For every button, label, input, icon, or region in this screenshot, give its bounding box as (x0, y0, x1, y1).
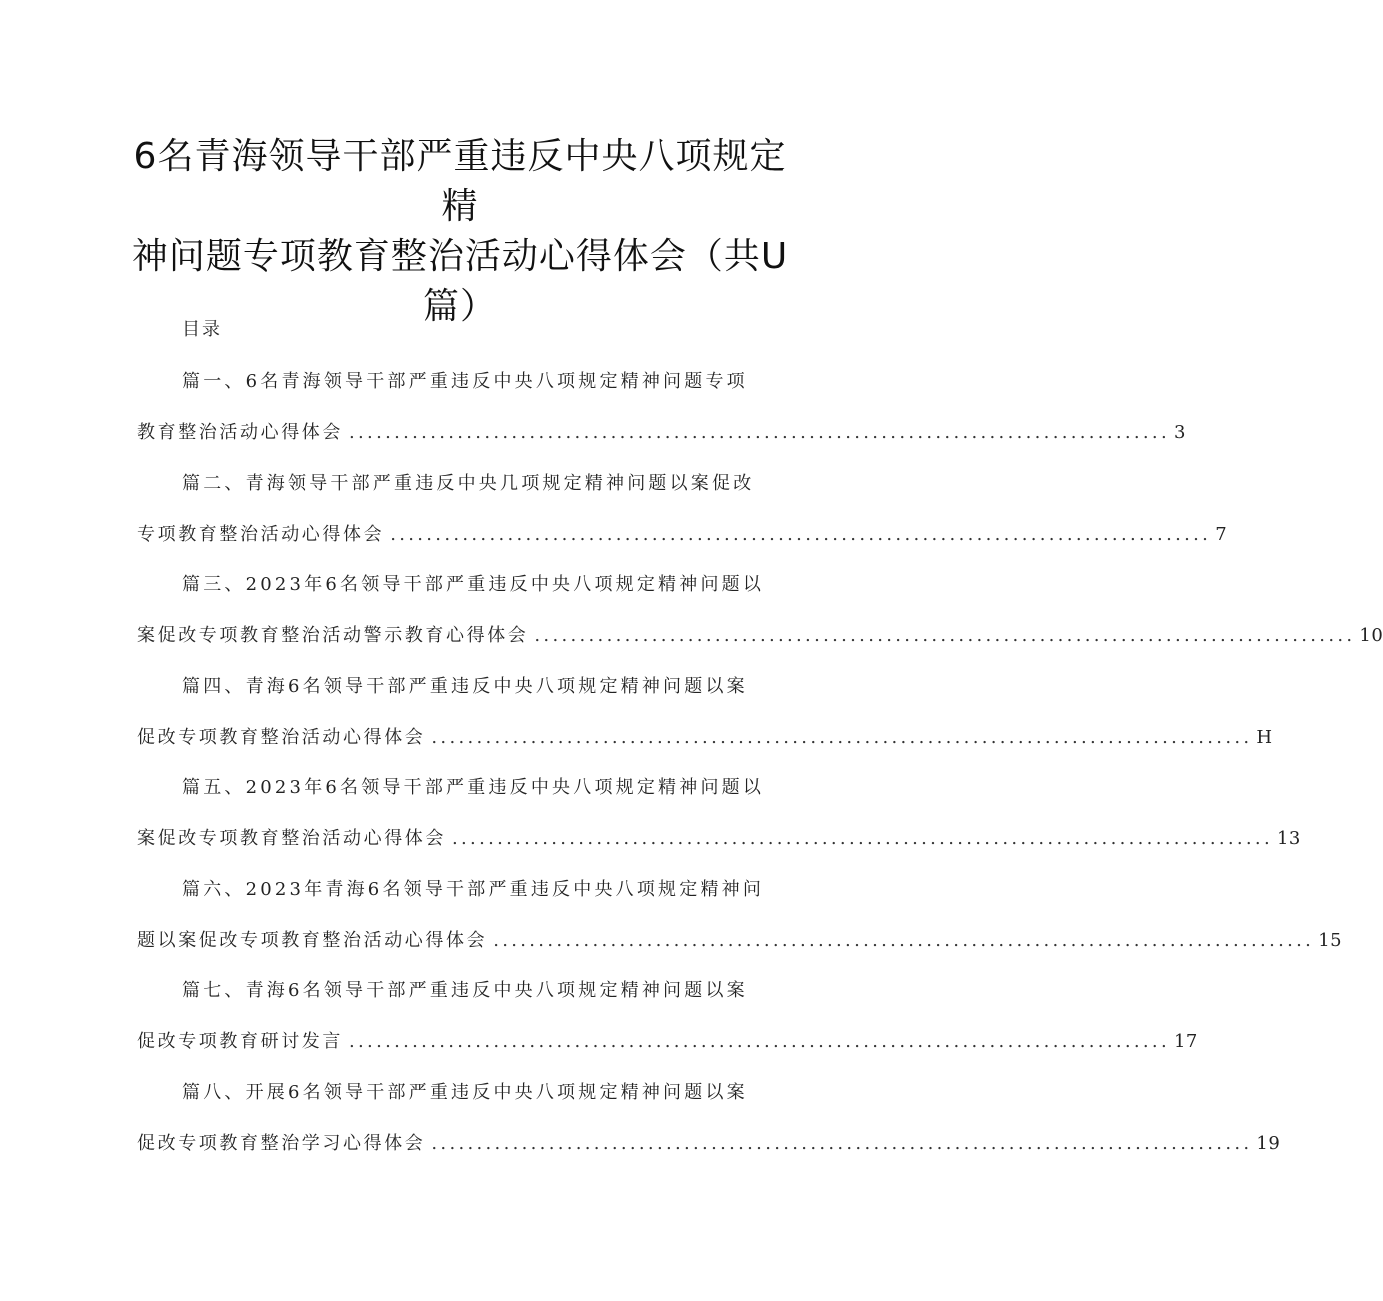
toc-entry-title: 篇七、青海6名领导干部严重违反中央八项规定精神问题以案 (182, 980, 748, 1001)
toc-entry-title: 篇六、2023年青海6名领导干部严重违反中央八项规定精神问 (182, 879, 765, 900)
title-line-3: 篇） (422, 286, 497, 327)
toc-leader-dots: ........................................................................................... (534, 625, 1356, 646)
toc-leader-dots: ........................................................................................... (390, 524, 1212, 545)
toc-entry-title-rest: 促改专项教育研讨发言 (137, 1031, 343, 1052)
toc-page-number: 13 (1276, 828, 1301, 849)
toc-page-number: 17 (1173, 1031, 1198, 1052)
toc-entry-title-rest: 教育整治活动心得体会 (137, 422, 343, 443)
toc-entry-title: 篇一、6名青海领导干部严重违反中央八项规定精神问题专项 (182, 371, 748, 392)
toc-entry-continuation (137, 1132, 1281, 1156)
toc-entry-title-rest: 题以案促改专项教育整治活动心得体会 (137, 930, 488, 951)
toc-entry-continuation (137, 726, 1273, 750)
toc-entry-title: 篇二、青海领导干部严重违反中央几项规定精神问题以案促改 (182, 473, 755, 494)
toc-entry-continuation (137, 827, 1301, 851)
toc-entry-title-rest: 促改专项教育整治活动心得体会 (137, 727, 426, 748)
toc-page-number: 3 (1173, 422, 1186, 443)
toc-page-number: 15 (1318, 930, 1343, 951)
toc-page-number: 19 (1256, 1133, 1281, 1154)
toc-page-number: H (1256, 727, 1273, 748)
toc-entry-continuation (137, 1030, 1198, 1054)
toc-entry-title: 篇四、青海6名领导干部严重违反中央八项规定精神问题以案 (182, 676, 748, 697)
toc-entry-title-rest: 案促改专项教育整治活动警示教育心得体会 (137, 625, 529, 646)
document-title (120, 132, 800, 332)
toc-entry-title: 篇五、2023年6名领导干部严重违反中央八项规定精神问题以 (182, 777, 765, 798)
toc-leader-dots: ........................................................................................... (493, 930, 1315, 951)
toc-entry-continuation (137, 421, 1186, 445)
toc-leader-dots: ........................................................................................... (431, 1133, 1253, 1154)
toc-leader-dots: ........................................................................................... (431, 727, 1253, 748)
toc-leader-dots: ........................................................................................... (452, 828, 1273, 849)
toc-entry-continuation (137, 624, 1383, 648)
toc-entry-title: 篇八、开展6名领导干部严重违反中央八项规定精神问题以案 (182, 1082, 748, 1103)
toc-entry-title-rest: 案促改专项教育整治活动心得体会 (137, 828, 446, 849)
title-line-2: 神问题专项教育整治活动心得体会（共U (131, 236, 789, 277)
toc-entry-title-rest: 专项教育整治活动心得体会 (137, 524, 385, 545)
toc-entry-continuation (137, 523, 1228, 547)
toc-page-number: 10 (1359, 625, 1383, 646)
toc-entry-title: 篇三、2023年6名领导干部严重违反中央八项规定精神问题以 (182, 574, 765, 595)
toc-leader-dots: ........................................................................................... (349, 1031, 1170, 1052)
toc-leader-dots: ........................................................................................... (349, 422, 1170, 443)
title-line-1: 6名青海领导干部严重违反中央八项规定精 (133, 136, 787, 227)
toc-entry-title-rest: 促改专项教育整治学习心得体会 (137, 1133, 426, 1154)
toc-heading: 目录 (182, 319, 222, 340)
toc-entry-continuation (137, 929, 1343, 953)
toc-page-number: 7 (1215, 524, 1228, 545)
